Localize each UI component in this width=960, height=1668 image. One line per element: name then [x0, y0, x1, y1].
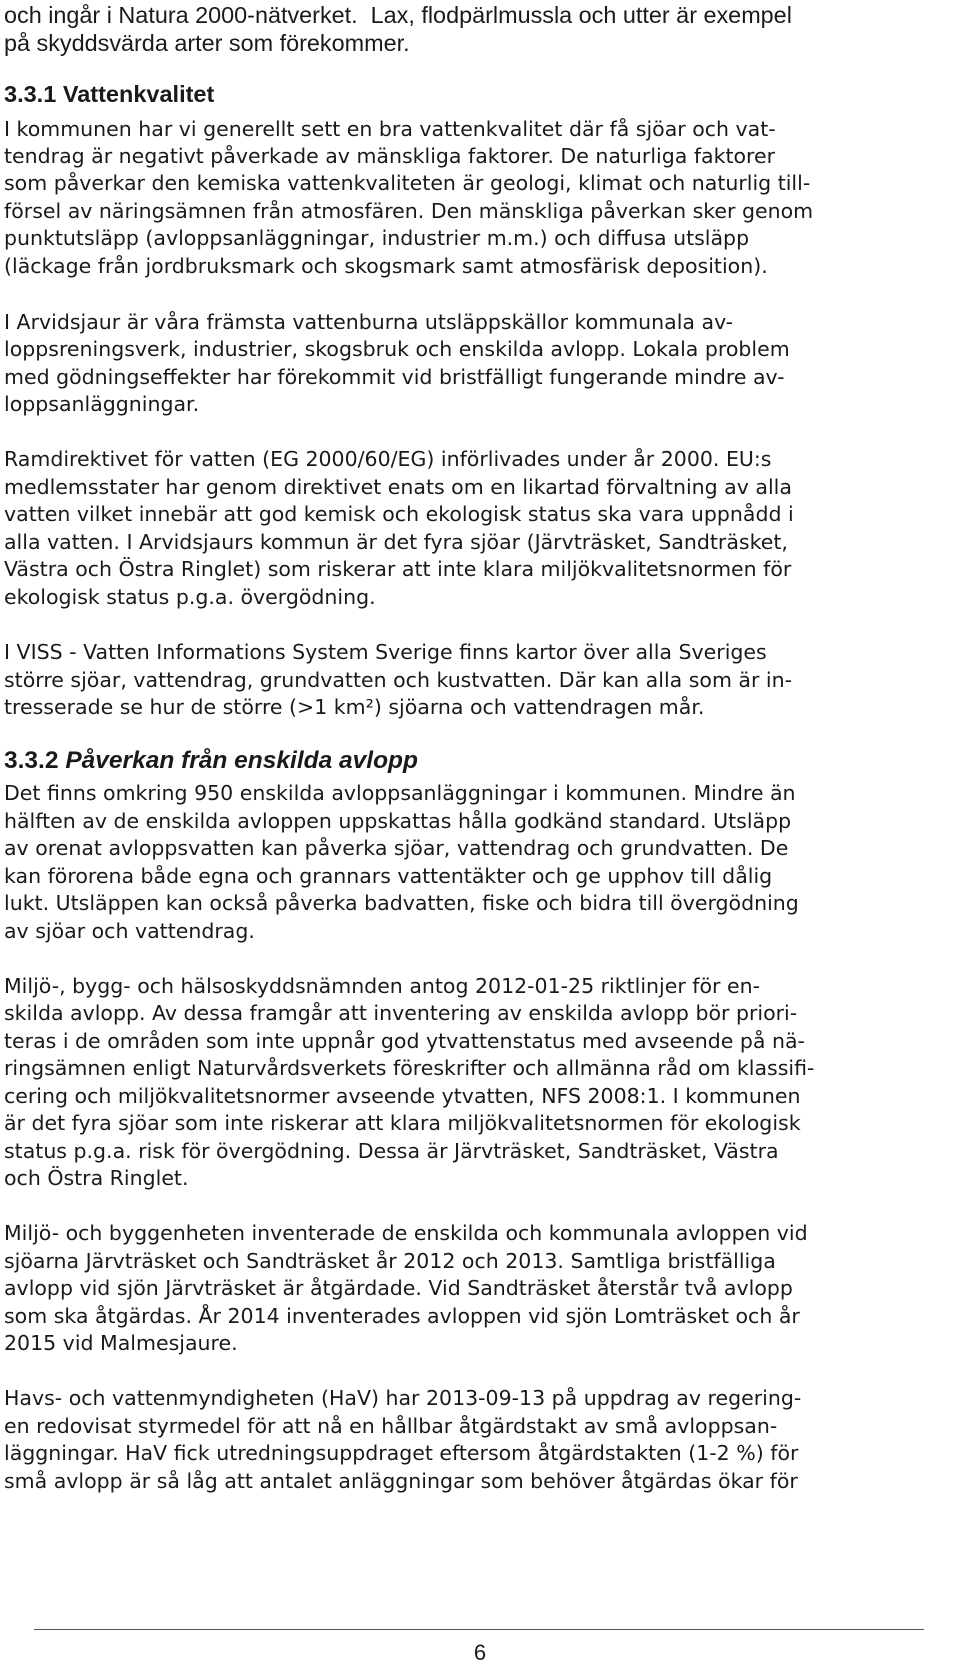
paragraph-line: medlemsstater har genom direktivet enats om en likartad förvaltning av alla — [4, 475, 792, 499]
section-number: 3.3.2 — [4, 747, 59, 774]
paragraph-line: skilda avlopp. Av dessa framgår att inventering av enskilda avlopp bör priori- — [4, 1001, 798, 1025]
paragraph-line: med gödningseffekter har förekommit vid bristfälligt fungerande mindre av- — [4, 365, 785, 389]
paragraph-line: Havs- och vattenmyndigheten (HaV) har 2013-09-13 på uppdrag av regering- — [4, 1386, 802, 1410]
paragraph-line: lukt. Utsläppen kan också påverka badvatten, fiske och bidra till övergödning — [4, 891, 799, 915]
paragraph-line: status p.g.a. risk för övergödning. Dessa är Järvträsket, Sandträsket, Västra — [4, 1139, 779, 1163]
paragraph-line: läggningar. HaV fick utredningsuppdraget eftersom åtgärdstakten (1-2 %) för — [4, 1441, 799, 1465]
paragraph-line: större sjöar, vattendrag, grundvatten och kustvatten. Där kan alla som är in- — [4, 668, 793, 692]
paragraph-line: ekologisk status p.g.a. övergödning. — [4, 585, 376, 609]
paragraph-line: av orenat avloppsvatten kan påverka sjöar, vattendrag och grundvatten. De — [4, 836, 789, 860]
paragraph-line: försel av näringsämnen från atmosfären. Den mänskliga påverkan sker genom — [4, 199, 814, 223]
paragraph-line: små avlopp är så låg att antalet anläggningar som behöver åtgärdas ökar för — [4, 1469, 798, 1493]
paragraph-line: I VISS - Vatten Informations System Sverige finns kartor över alla Sveriges — [4, 640, 767, 664]
paragraph-line: 2015 vid Malmesjaure. — [4, 1331, 238, 1355]
section-title: Vattenkvalitet — [62, 81, 215, 107]
paragraph-line: vatten vilket innebär att god kemisk och ekologisk status ska vara uppnådd i — [4, 502, 794, 526]
paragraph-line: ringsämnen enligt Naturvårdsverkets föreskrifter och allmänna råd om klassifi- — [4, 1056, 815, 1080]
paragraph-line: Västra och Östra Ringlet) som riskerar att inte klara miljökvalitetsnormen för — [4, 557, 792, 581]
section-title: Påverkan från enskilda avlopp — [65, 747, 418, 774]
paragraph-line: avlopp vid sjön Järvträsket är åtgärdade. Vid Sandträsket återstår två avlopp — [4, 1276, 793, 1300]
paragraph-line: Miljö- och byggenheten inventerade de enskilda och kommunala avloppen vid — [4, 1221, 808, 1245]
page-number: 6 — [473, 1640, 487, 1665]
paragraph-line: tendrag är negativt påverkade av mänskliga faktorer. De naturliga faktorer — [4, 144, 776, 168]
paragraph-line: (läckage från jordbruksmark och skogsmark samt atmosfärisk deposition). — [4, 254, 768, 278]
section-heading-331 — [4, 79, 214, 109]
paragraph-line: Det finns omkring 950 enskilda avloppsanläggningar i kommunen. Mindre än — [4, 781, 796, 805]
paragraph-line: cering och miljökvalitetsnormer avseende ytvatten, NFS 2008:1. I kommunen — [4, 1084, 801, 1108]
paragraph-line: tresserade se hur de större (>1 km²) sjöarna och vattendragen mår. — [4, 695, 705, 719]
intro-line: och ingår i Natura 2000-nätverket. Lax, flodpärlmussla och utter är exempel — [4, 2, 792, 28]
paragraph-line: I kommunen har vi generellt sett en bra vattenkvalitet där få sjöar och vat- — [4, 117, 776, 141]
section-heading-332 — [4, 746, 418, 776]
paragraph-line: en redovisat styrmedel för att nå en hållbar åtgärdstakt av små avloppsan- — [4, 1414, 778, 1438]
paragraph-line: teras i de områden som inte uppnår god ytvattenstatus med avseende på nä- — [4, 1029, 805, 1053]
paragraph-line: Miljö-, bygg- och hälsoskyddsnämnden antog 2012-01-25 riktlinjer för en- — [4, 974, 761, 998]
paragraph-line: alla vatten. I Arvidsjaurs kommun är det fyra sjöar (Järvträsket, Sandträsket, — [4, 530, 788, 554]
paragraph-line: är det fyra sjöar som inte riskerar att klara miljökvalitetsnormen för ekologisk — [4, 1111, 801, 1135]
footer-divider — [34, 1629, 924, 1630]
intro-line: på skyddsvärda arter som förekommer. — [4, 30, 410, 56]
paragraph-line: som påverkar den kemiska vattenkvaliteten är geologi, klimat och naturlig till- — [4, 171, 811, 195]
paragraph-line: som ska åtgärdas. År 2014 inventerades avloppen vid sjön Lomträsket och år — [4, 1304, 800, 1328]
paragraph-line: av sjöar och vattendrag. — [4, 919, 255, 943]
paragraph-line: punktutsläpp (avloppsanläggningar, industrier m.m.) och diffusa utsläpp — [4, 226, 750, 250]
paragraph-line: kan förorena både egna och grannars vattentäkter och ge upphov till dålig — [4, 864, 773, 888]
paragraph-line: I Arvidsjaur är våra främsta vattenburna utsläppskällor kommunala av- — [4, 310, 734, 334]
paragraph-line: Ramdirektivet för vatten (EG 2000/60/EG) införlivades under år 2000. EU:s — [4, 447, 772, 471]
paragraph-line: hälften av de enskilda avloppen uppskattas hålla godkänd standard. Utsläpp — [4, 809, 792, 833]
paragraph-line: och Östra Ringlet. — [4, 1166, 189, 1190]
paragraph-line: loppsanläggningar. — [4, 392, 200, 416]
section-number: 3.3.1 — [4, 81, 57, 107]
paragraph-line: loppsreningsverk, industrier, skogsbruk och enskilda avlopp. Lokala problem — [4, 337, 790, 361]
paragraph-line: sjöarna Järvträsket och Sandträsket år 2012 och 2013. Samtliga bristfälliga — [4, 1249, 776, 1273]
